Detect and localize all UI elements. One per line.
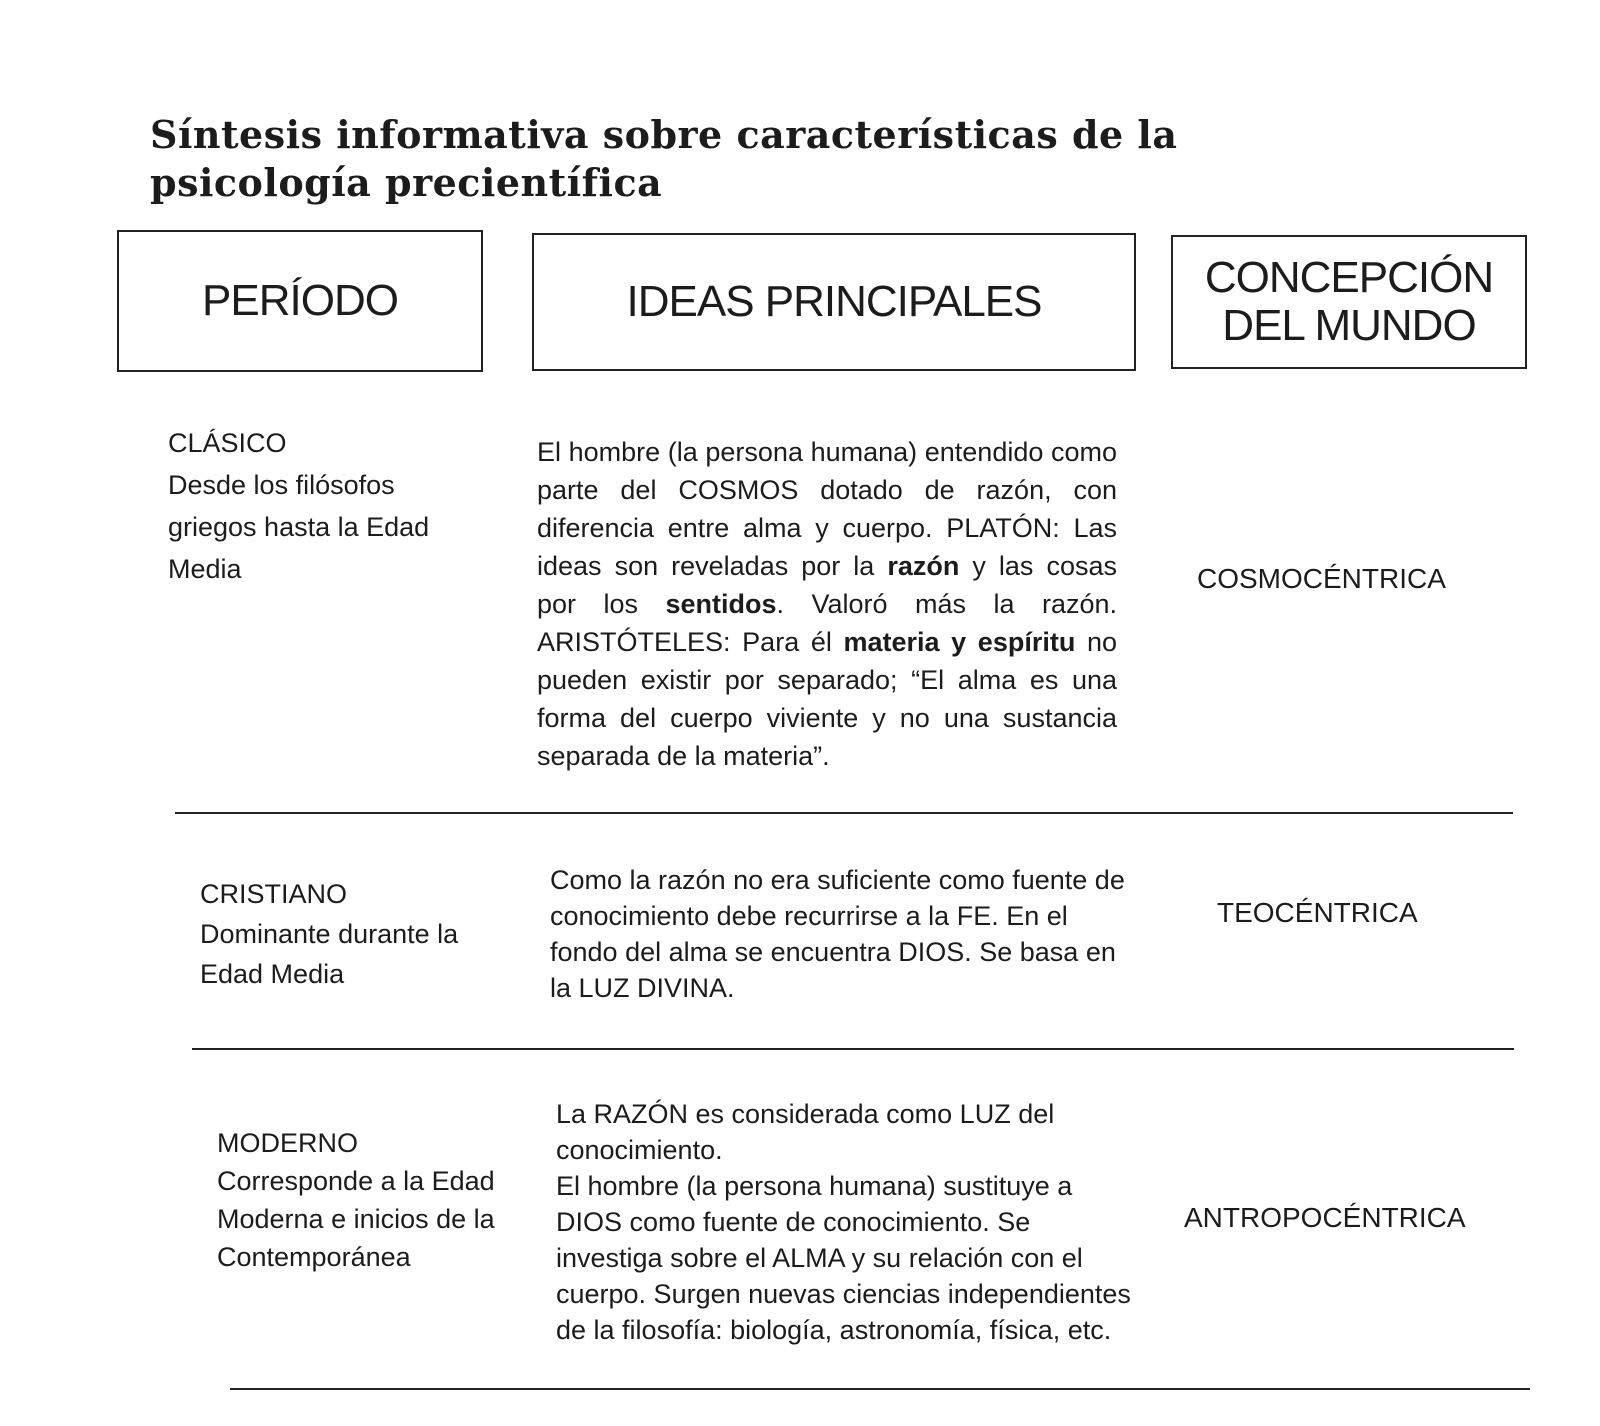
- ideas-text: no pueden existir por separado; “El alma es una forma del cuerpo viviente y no una sustancia separada de la materia”.: [537, 627, 1117, 771]
- period-name: CLÁSICO: [168, 428, 287, 458]
- period-description: Corresponde a la Edad Moderna e inicios de la Contemporánea: [217, 1166, 495, 1272]
- header-ideas-principales: IDEAS PRINCIPALES: [532, 233, 1136, 371]
- period-description: Desde los filósofos griegos hasta la Edad Media: [168, 470, 430, 584]
- period-cell-cristiano: [200, 874, 500, 994]
- ideas-cell-cristiano: Como la razón no era suficiente como fuente de conocimiento debe recurrirse a la FE. En el fondo del alma se encuentra DIOS. Se basa en la LUZ DIVINA.: [550, 865, 1125, 1003]
- concept-antropocentrica: ANTROPOCÉNTRICA: [1184, 1202, 1466, 1233]
- period-description: Dominante durante la Edad Media: [200, 919, 459, 989]
- period-name: CRISTIANO: [200, 879, 348, 909]
- row-divider: [175, 812, 1513, 814]
- ideas-cell-moderno: [556, 1096, 1136, 1348]
- period-name: MODERNO: [217, 1128, 358, 1158]
- ideas-bold-text: razón: [887, 551, 960, 581]
- header-periodo: PERÍODO: [117, 230, 483, 372]
- ideas-paragraph: La RAZÓN es considerada como LUZ del conocimiento.: [556, 1099, 1055, 1165]
- row-divider: [192, 1048, 1514, 1050]
- ideas-cell-clasico: [537, 433, 1117, 775]
- document-title: Síntesis informativa sobre características de la psicología precientífica: [150, 112, 1178, 206]
- period-cell-clasico: [168, 422, 468, 590]
- ideas-paragraph: El hombre (la persona humana) sustituye a DIOS como fuente de conocimiento. Se investiga sobre el ALMA y su relación con el cuerpo. Surgen nuevas ciencias independientes de la filosofía: biología, astronomía, física, etc.: [556, 1171, 1131, 1345]
- ideas-bold-text: materia y espíritu: [843, 627, 1076, 657]
- header-concepcion-del-mundo: CONCEPCIÓN DEL MUNDO: [1171, 235, 1527, 369]
- ideas-text: y las cosas por los: [537, 551, 1117, 619]
- ideas-bold-text: sentidos: [665, 589, 777, 619]
- row-divider: [230, 1388, 1530, 1390]
- concept-cosmocentrica: COSMOCÉNTRICA: [1197, 563, 1446, 594]
- ideas-text: . Valoró más la razón. ARISTÓTELES: Para él: [537, 589, 1117, 657]
- ideas-text: El hombre (la persona humana) entendido como parte del COSMOS dotado de razón, con diferencia entre alma y cuerpo. PLATÓN: Las ideas son reveladas por la: [537, 437, 1117, 581]
- period-cell-moderno: [217, 1124, 507, 1276]
- concept-teocentrica: TEOCÉNTRICA: [1217, 897, 1418, 928]
